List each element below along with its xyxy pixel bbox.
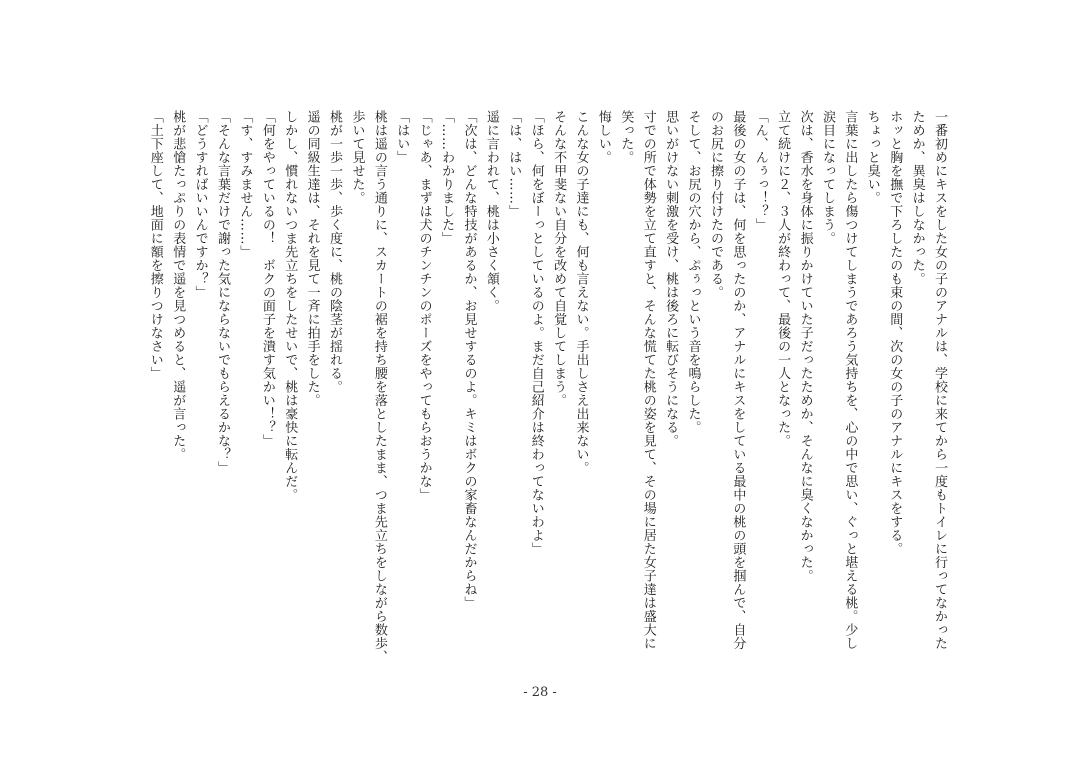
text-line: こんな女の子達にも、何も言えない。手出しさえ出来ない。 — [573, 110, 589, 475]
text-line: 次は、香水を身体に振りかけていた子だったためか、そんなに臭くなかった。 — [797, 110, 813, 583]
text-line: ホッと胸を撫で下ろしたのも束の間、次の女の子のアナルにキスをする。 — [887, 110, 903, 556]
text-line: 寸での所で体勢を立て直すと、そんな慌てた桃の姿を見て、その場に居た女子達は盛大に — [640, 110, 656, 650]
text-line: 「はい」 — [394, 110, 410, 164]
text-line: 「土下座して、地面に額を擦りつけなさい」 — [147, 110, 163, 380]
text-line: 「す、すみません……」 — [237, 110, 253, 259]
text-line: 涙目になってしまう。 — [819, 110, 835, 245]
text-line: 「何をやっているの！ ボクの面子を潰す気かい！？」 — [259, 110, 275, 448]
text-line: 遥に言われて、桃は小さく頷く。 — [483, 110, 499, 313]
text-line: 遥の同級生達は、それを見て一斉に拍手をした。 — [304, 110, 320, 407]
text-line: そんな不甲斐ない自分を改めて自覚してしまう。 — [551, 110, 567, 407]
text-line: しかし、慣れないつま先立ちをしたせいで、桃は豪快に転んだ。 — [282, 110, 298, 502]
text-line: 桃は遥の言う通りに、スカートの裾を持ち腰を落としたまま、つま先立ちをしながら数歩、 — [371, 110, 387, 664]
text-line: 「ほら、何をぼーっとしているのよ。まだ自己紹介は終わってないわよ」 — [528, 110, 544, 556]
vertical-text-body — [130, 110, 950, 670]
text-line: 「次は、どんな特技があるか、お見せするのよ。キミはボクの家畜なんだからね」 — [461, 110, 477, 610]
text-line: ちょっと臭い。 — [864, 110, 880, 205]
text-line: 「どうすればいいんですか？」 — [192, 110, 208, 299]
text-line: そして、お尻の穴から、ぷぅっという音を鳴らした。 — [685, 110, 701, 434]
text-line: 悔しい。 — [595, 110, 611, 164]
page-number: - 28 - — [523, 685, 557, 700]
text-line: 「は、はい……」 — [506, 110, 522, 218]
text-line: 歩いて見せた。 — [349, 110, 365, 205]
text-line: のお尻に擦り付けたのである。 — [707, 110, 723, 299]
text-line: 思いがけない刺激を受け、桃は後ろに転びそうになる。 — [663, 110, 679, 448]
text-line: 最後の女の子は、何を思ったのか、アナルにキスをしている最中の桃の頭を掴んで、自分 — [730, 110, 746, 650]
text-line: 笑った。 — [618, 110, 634, 164]
text-line: 立て続けに２、３人が終わって、最後の一人となった。 — [775, 110, 791, 448]
text-line: 「……わかりました」 — [439, 110, 455, 245]
text-line: 言葉に出したら傷つけてしまうであろう気持ちを、心の中で思い、ぐっと堪える桃。少し — [842, 110, 858, 650]
text-line: 桃が一歩一歩、歩く度に、桃の陰茎が揺れる。 — [327, 110, 343, 394]
text-line: 一番初めにキスをした女の子のアナルは、学校に来てから一度もトイレに行ってなかった — [932, 110, 947, 650]
text-line: 「そんな言葉だけで謝った気にならないでもらえるかな？」 — [215, 110, 230, 475]
text-line: ためか、異臭はしなかった。 — [909, 110, 925, 286]
text-line: 「ん、んぅっ！？」 — [752, 110, 768, 232]
text-line: 桃が悲愴たっぷりの表情で遥を見つめると、遥が言った。 — [170, 110, 186, 461]
text-line: 「じゃあ、まずは犬のチンチンのポーズをやってもらおうかな」 — [416, 110, 432, 502]
